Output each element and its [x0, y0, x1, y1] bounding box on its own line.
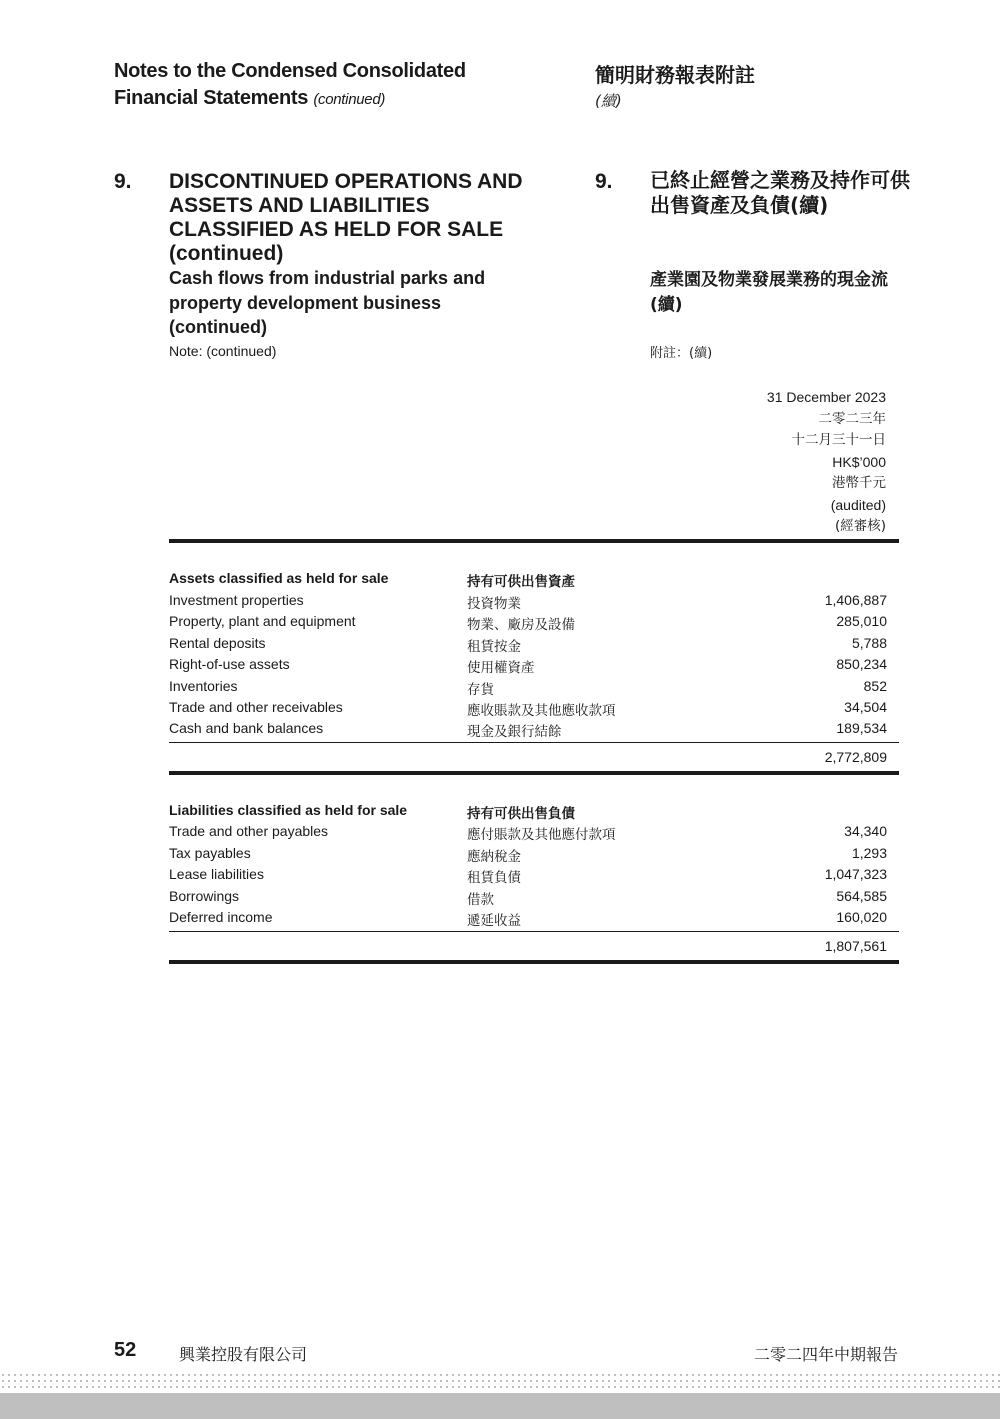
footer-company: 興業控股有限公司 — [179, 1345, 308, 1364]
header-continued-en: (continued) — [313, 91, 386, 108]
table-row — [169, 909, 887, 931]
table-row — [169, 592, 887, 614]
assets-heading-row — [169, 570, 887, 592]
assets-subtotal-rule — [169, 742, 899, 743]
table-row — [169, 613, 887, 635]
row-label-en: Lease liabilities — [169, 866, 264, 882]
row-label-en: Property, plant and equipment — [169, 613, 356, 629]
section-title-cn: 已終止經營之業務及持作可供出售資產及負債(續) — [650, 168, 910, 217]
section-number-en: 9. — [114, 170, 132, 193]
row-value: 1,047,323 — [824, 866, 887, 882]
column-date-en: 31 December 2023 — [766, 389, 886, 405]
table-top-rule — [169, 539, 899, 543]
table-row — [169, 888, 887, 910]
page-number: 52 — [114, 1339, 137, 1361]
row-label-cn: 租賃負債 — [467, 870, 521, 886]
column-currency-en: HK$’000 — [832, 453, 886, 470]
liabilities-total-value: 1,807,561 — [824, 938, 887, 954]
row-label-cn: 應納稅金 — [467, 849, 521, 865]
row-label-cn: 物業、廠房及設備 — [467, 617, 575, 633]
note-label-en: Note: (continued) — [169, 343, 277, 359]
assets-total-value: 2,772,809 — [824, 749, 887, 765]
liabilities-heading-row — [169, 802, 887, 824]
table-row — [169, 656, 887, 678]
column-date-cn-day: 十二月三十一日 — [791, 432, 886, 448]
footer-band — [0, 1393, 1000, 1419]
row-value: 5,788 — [851, 635, 887, 651]
row-label-cn: 租賃按金 — [467, 639, 521, 655]
row-label-en: Rental deposits — [169, 635, 266, 651]
row-label-cn: 投資物業 — [467, 596, 521, 612]
row-label-cn: 使用權資產 — [467, 660, 535, 676]
table-row — [169, 678, 887, 700]
liabilities-total-row — [169, 938, 887, 960]
liabilities-heading-cn: 持有可供出售負債 — [467, 806, 575, 822]
header-continued-cn: (續) — [595, 92, 622, 110]
row-value: 850,234 — [836, 656, 887, 672]
table-row — [169, 699, 887, 721]
row-value: 34,504 — [844, 699, 887, 715]
section-subtitle-cn: 產業園及物業發展業務的現金流(續) — [650, 270, 888, 315]
liabilities-subtotal-rule — [169, 931, 899, 932]
row-label-cn: 現金及銀行結餘 — [467, 724, 562, 740]
row-value: 1,406,887 — [824, 592, 887, 608]
liabilities-heading-en: Liabilities classified as held for sale — [169, 802, 408, 818]
row-label-en: Deferred income — [169, 909, 273, 925]
header-title-en-main: Financial Statements — [114, 87, 309, 109]
row-label-cn: 遞延收益 — [467, 913, 521, 929]
section-title-en: DISCONTINUED OPERATIONS AND ASSETS AND LIABILITIES CLASSIFIED AS HELD FOR SALE (continued) — [169, 170, 523, 265]
assets-total-row — [169, 749, 887, 771]
row-label-cn: 應收賬款及其他應收款項 — [467, 703, 616, 719]
row-label-en: Right-of-use assets — [169, 656, 290, 672]
row-label-en: Investment properties — [169, 592, 304, 608]
assets-total-rule — [169, 771, 899, 775]
row-label-en: Trade and other receivables — [169, 699, 343, 715]
footer-dot-pattern — [0, 1372, 1000, 1392]
row-label-cn: 應付賬款及其他應付款項 — [467, 827, 616, 843]
column-header — [767, 387, 886, 538]
row-label-cn: 借款 — [467, 892, 494, 908]
row-label-en: Inventories — [169, 678, 238, 694]
table-row — [169, 845, 887, 867]
section-number-cn: 9. — [595, 170, 613, 193]
section-subtitle-en: Cash flows from industrial parks and property development business (continued) — [169, 268, 486, 337]
table-row — [169, 720, 887, 742]
row-label-en: Tax payables — [169, 845, 251, 861]
column-audited-cn: (經審核) — [834, 518, 886, 534]
row-value: 285,010 — [836, 613, 887, 629]
row-value: 34,340 — [844, 823, 887, 839]
table-row — [169, 866, 887, 888]
table-row — [169, 823, 887, 845]
row-label-cn: 存貨 — [467, 682, 494, 698]
row-value: 564,585 — [836, 888, 887, 904]
liabilities-total-rule — [169, 960, 899, 964]
header-title-en-line2 — [114, 87, 385, 110]
row-label-en: Trade and other payables — [169, 823, 329, 839]
row-value: 1,293 — [851, 845, 887, 861]
column-date-cn-year: 二零二三年 — [818, 410, 886, 427]
header-title-cn: 簡明財務報表附註 — [595, 63, 755, 87]
header-title-en-line1: Notes to the Condensed Consolidated — [114, 60, 466, 82]
row-label-en: Cash and bank balances — [169, 720, 324, 736]
table-row — [169, 635, 887, 657]
assets-heading-en: Assets classified as held for sale — [169, 570, 389, 586]
assets-heading-cn: 持有可供出售資產 — [467, 574, 575, 590]
note-label-cn: 附註：(續) — [650, 346, 713, 361]
column-audited-en: (audited) — [830, 496, 886, 513]
footer-report-title: 二零二四年中期報告 — [753, 1345, 898, 1364]
column-currency-cn: 港幣千元 — [832, 475, 886, 491]
row-value: 189,534 — [836, 720, 887, 736]
row-value: 852 — [863, 678, 887, 694]
row-label-en: Borrowings — [169, 888, 240, 904]
row-value: 160,020 — [836, 909, 887, 925]
